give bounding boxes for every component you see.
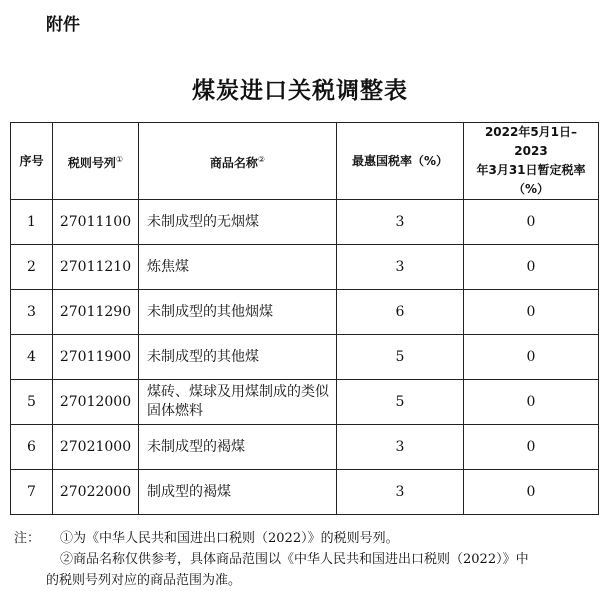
table-row [11,380,599,425]
cell-temporary-rate: 0 [464,335,599,380]
note-2-line-2: 的税则号列对应的商品范围为准。 [46,573,242,588]
cell-temporary-rate: 0 [464,380,599,425]
header-code: 税则号列① [53,123,139,200]
footnote-mark-1: ① [115,154,124,164]
cell-temporary-rate: 0 [464,470,599,515]
cell-mfn-rate: 6 [337,290,464,335]
table-row [11,470,599,515]
cell-temporary-rate: 0 [464,200,599,245]
cell-name: 未制成型的其他烟煤 [139,290,337,335]
cell-mfn-rate: 3 [337,470,464,515]
cell-name: 未制成型的无烟煤 [139,200,337,245]
table-row [11,290,599,335]
cell-name: 未制成型的其他煤 [139,335,337,380]
cell-code: 27012000 [53,380,139,425]
cell-mfn-rate: 5 [337,335,464,380]
table-row [11,425,599,470]
cell-code: 27021000 [53,425,139,470]
document-title: 煤炭进口关税调整表 [192,77,408,104]
note-1: ①为《中华人民共和国进出口税则（2022）》的税则号列。 [60,531,399,546]
footnote-mark-2: ② [257,154,266,164]
cell-temporary-rate: 0 [464,290,599,335]
cell-code: 27011290 [53,290,139,335]
cell-no: 7 [11,470,53,515]
notes-label: 注： [14,531,41,546]
cell-mfn-rate: 3 [337,245,464,290]
cell-temporary-rate: 0 [464,245,599,290]
note-2-line-1: ②商品名称仅供参考，具体商品范围以《中华人民共和国进出口税则（2022）》中 [60,552,529,567]
tariff-table [10,122,599,515]
table-row [11,335,599,380]
header-mfn-rate: 最惠国税率（%） [337,123,464,200]
header-temporary-rate: 2022年5月1日–2023 年3月31日暂定税率 （%） [464,123,599,200]
header-name: 商品名称② [139,123,337,200]
cell-mfn-rate: 5 [337,380,464,425]
cell-no: 5 [11,380,53,425]
cell-code: 27011900 [53,335,139,380]
cell-name: 未制成型的褐煤 [139,425,337,470]
table-row [11,245,599,290]
cell-code: 27011210 [53,245,139,290]
header-no: 序号 [11,123,53,200]
cell-mfn-rate: 3 [337,425,464,470]
cell-no: 6 [11,425,53,470]
cell-no: 1 [11,200,53,245]
cell-code: 27011100 [53,200,139,245]
cell-code: 27022000 [53,470,139,515]
cell-no: 2 [11,245,53,290]
cell-name: 炼焦煤 [139,245,337,290]
cell-mfn-rate: 3 [337,200,464,245]
cell-no: 4 [11,335,53,380]
table-row [11,200,599,245]
attachment-label: 附件 [46,15,80,35]
table-header-row [11,123,599,200]
cell-temporary-rate: 0 [464,425,599,470]
cell-name: 煤砖、煤球及用煤制成的类似固体燃料 [139,380,337,425]
cell-no: 3 [11,290,53,335]
cell-name: 制成型的褐煤 [139,470,337,515]
